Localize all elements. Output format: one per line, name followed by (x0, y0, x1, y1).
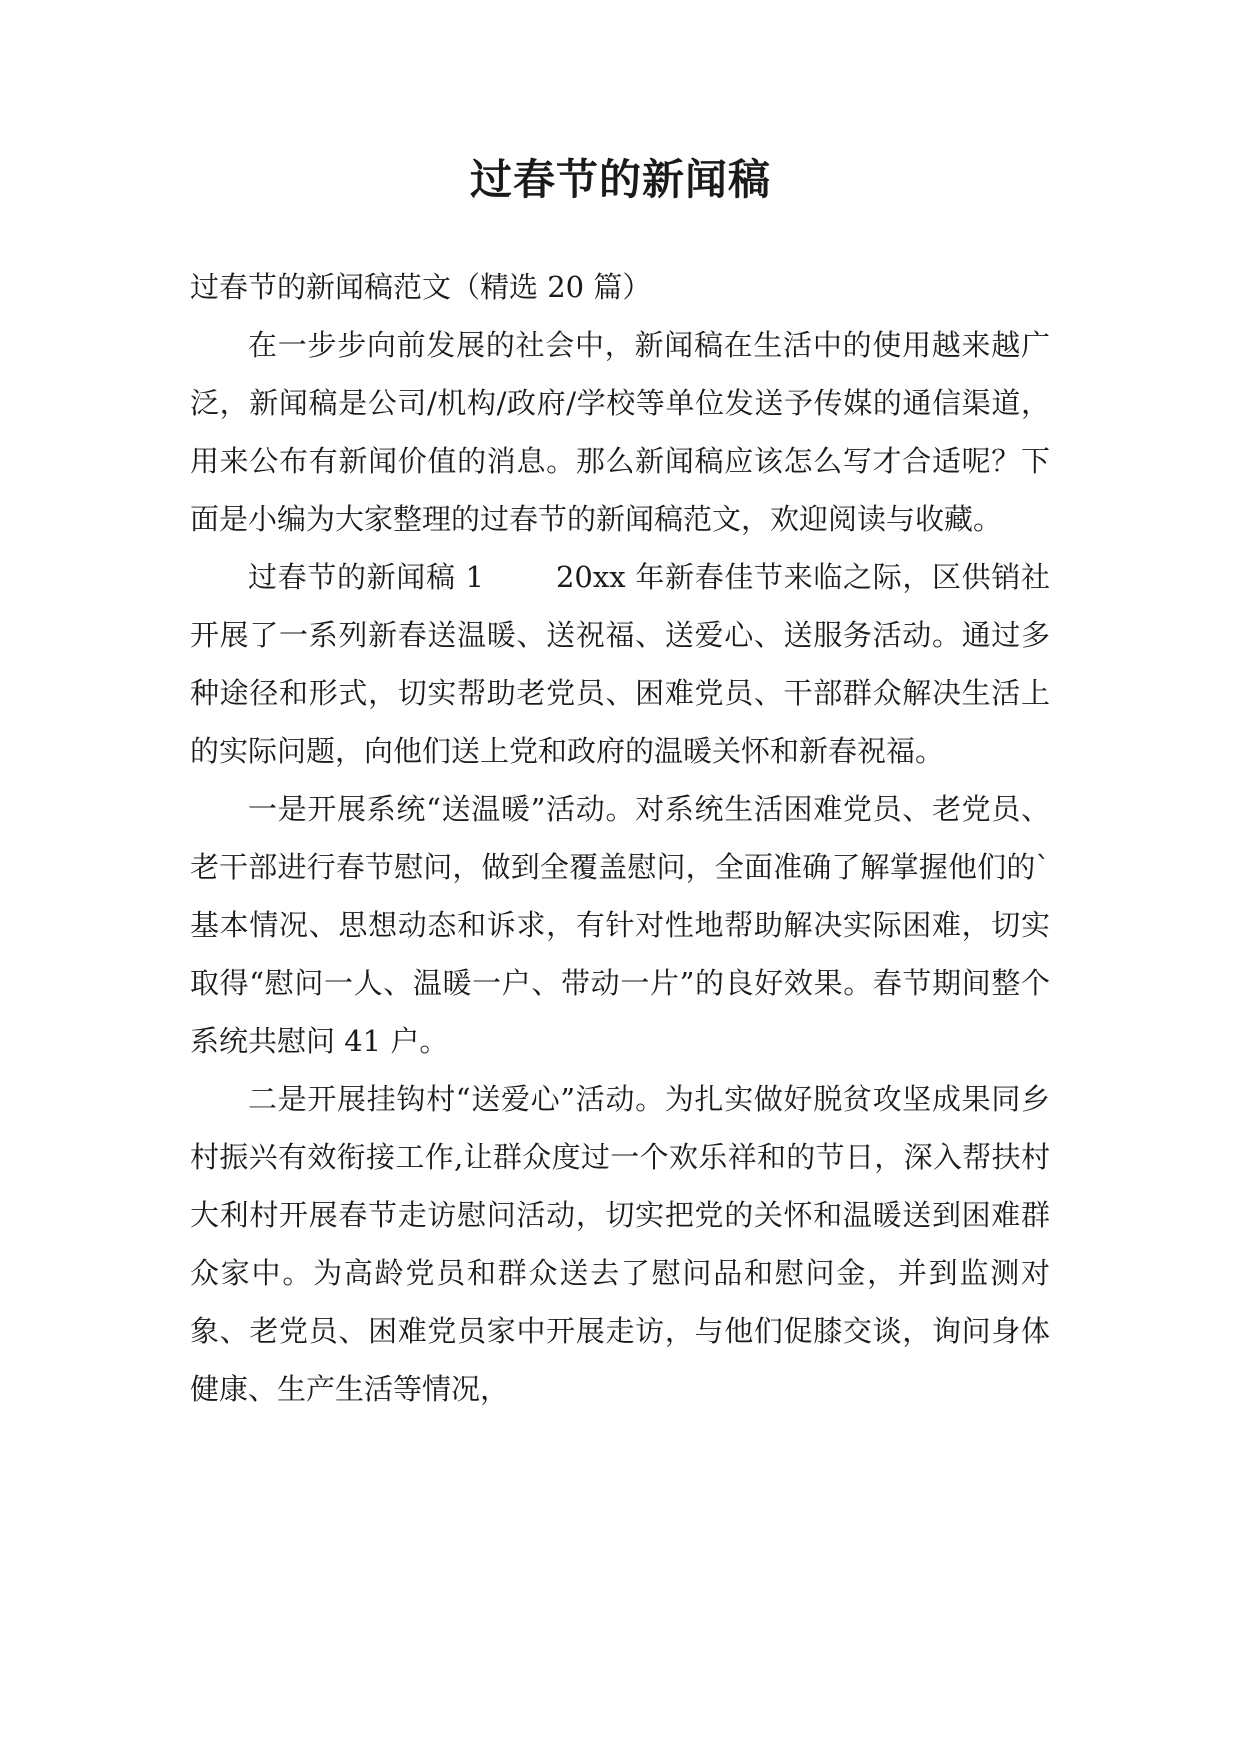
document-subtitle: 过春节的新闻稿范文（精选 20 篇） (190, 270, 652, 304)
document-body (190, 258, 1050, 1418)
article-label: 过春节的新闻稿 1 (248, 560, 484, 594)
article-paragraph (190, 548, 1050, 780)
document-title: 过春节的新闻稿 (469, 155, 771, 204)
point-one-paragraph: 一是开展系统“送温暖”活动。对系统生活困难党员、老党员、老干部进行春节慰问，做到全覆盖慰问，全面准确了解掌握他们的`基本情况、思想动态和诉求，有针对性地帮助解决实际困难，切实取得“慰问一人、温暖一户、带动一片”的良好效果。春节期间整个系统共慰问 41 户。 (190, 792, 1050, 1058)
intro-paragraph: 在一步步向前发展的社会中，新闻稿在生活中的使用越来越广泛，新闻稿是公司/机构/政府/学校等单位发送予传媒的通信渠道，用来公布有新闻价值的消息。那么新闻稿应该怎么写才合适呢？下面是小编为大家整理的过春节的新闻稿范文，欢迎阅读与收藏。 (190, 328, 1050, 536)
article-lead: 20xx 年新春佳节来临之际，区供销社开展了一系列新春送温暖、送祝福、送爱心、送服务活动。通过多种途径和形式，切实帮助老党员、困难党员、干部群众解决生活上的实际问题，向他们送上党和政府的温暖关怀和新春祝福。 (190, 560, 1050, 768)
point-two-paragraph: 二是开展挂钩村“送爱心”活动。为扎实做好脱贫攻坚成果同乡村振兴有效衔接工作,让群众度过一个欢乐祥和的节日，深入帮扶村大利村开展春节走访慰问活动，切实把党的关怀和温暖送到困难群众家中。为高龄党员和群众送去了慰问品和慰问金，并到监测对象、老党员、困难党员家中开展走访，与他们促膝交谈，询问身体健康、生产生活等情况， (190, 1082, 1050, 1406)
